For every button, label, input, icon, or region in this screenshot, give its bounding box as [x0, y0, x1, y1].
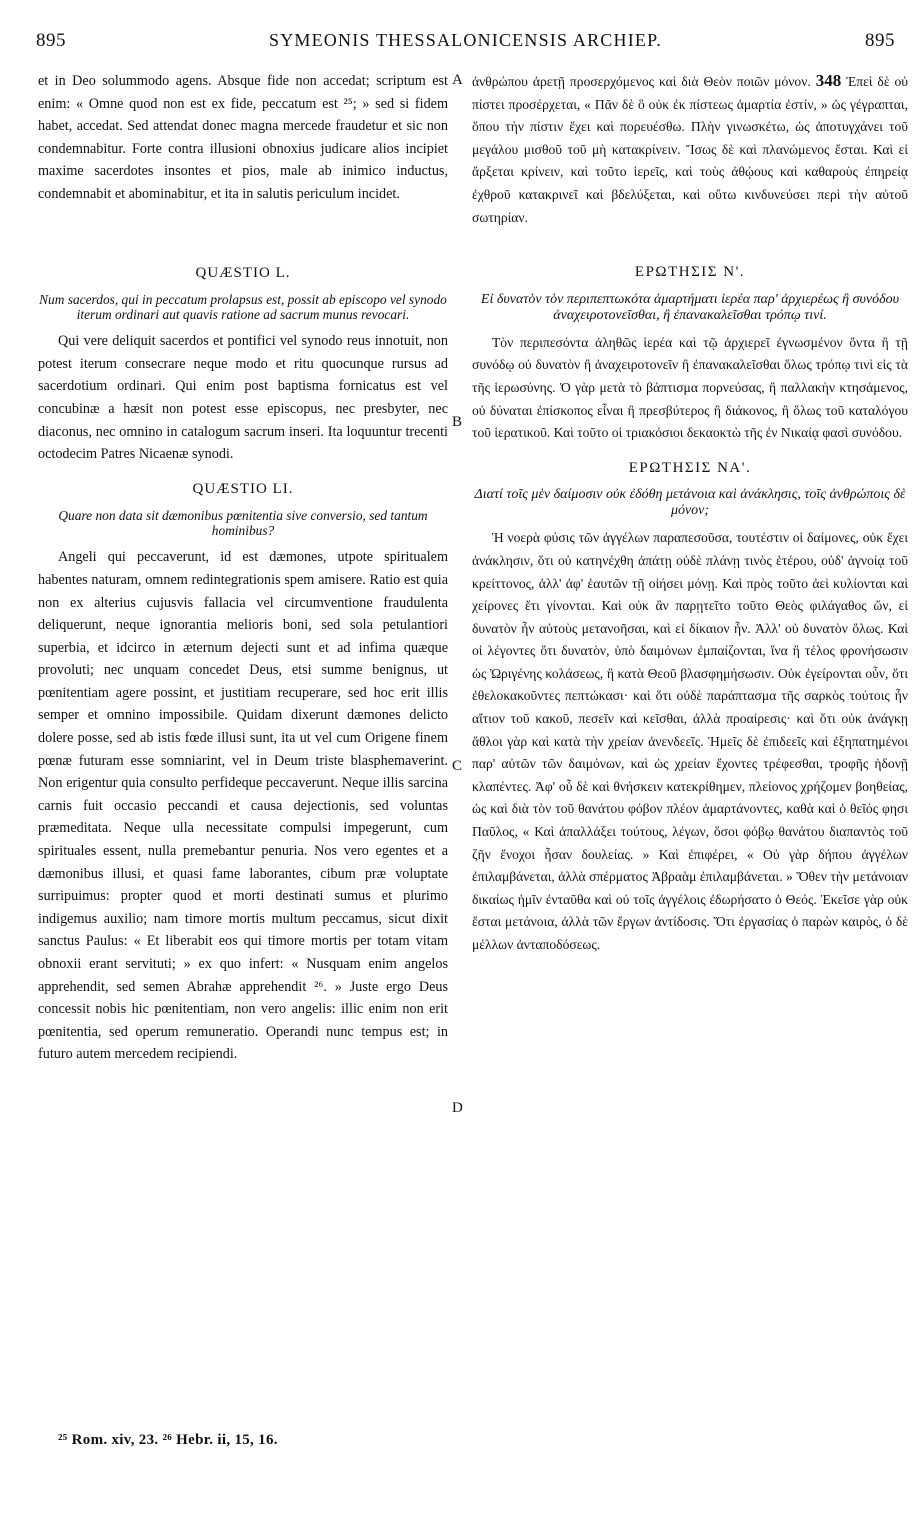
latin-question-50-title: Num sacerdos, qui in peccatum prolapsus est, possit ab episcopo vel synodo iterum ordinari aut quavis ratione ad sacrum munus revocari.	[39, 292, 447, 323]
margin-marker-a: A	[452, 72, 463, 88]
greek-question-50-title: Εἰ δυνατὸν τὸν περιπεπτωκότα ἁμαρτήματι ἱερέα παρ' ἀρχιερέως ἢ συνόδου ἀναχειροτονεῖσθαι, ἢ ἐπανακαλεῖσθαι τρόπῳ τινί.	[480, 291, 900, 323]
page-number-right: 895	[865, 30, 895, 51]
margin-marker-d: D	[452, 1100, 463, 1116]
latin-column	[38, 70, 448, 1066]
latin-question-50-answer: Qui vere deliquit sacerdos et pontifici vel synodo reus innotuit, non potest iterum consecrare neque modo et ritu quocunque rursus ad sacerdotium ordinari. Qui enim post baptisma fornicatus est vel concubinæ a hæsit non potest esse episcopus, nec presbyter, nec diaconus, nec omnino in catalogum sacrum inseri. Ita loquuntur trecenti octodecim Patres Nicaenæ synodi.	[38, 333, 448, 463]
latin-question-51-heading: QUÆSTIO LI.	[192, 480, 294, 497]
greek-intro-part-a: ἀνθρώπου ἀρετῇ προσερχόμενος καὶ διὰ Θεὸν ποιῶν μόνον.	[472, 74, 811, 89]
latin-question-51-answer: Angeli qui peccaverunt, id est dæmones, utpote spiritualem habentes naturam, omnem redintegrationis spem amisere. Ratio est quia non ex alterius cujusvis fallacia vel circumventione fraudulenta deliquerunt, neque ignorantia melioris boni, sed sola petulantiori superbia, et idcirco in æternum dejecti sunt et ad infima quæque provoluti; nec unquam concedet Deus, etsi summe benignus, ut pœnitentiam agere possint, et justitiam recuperare, sed hoc erit illis semper et omnino impossibile. Quidam dixerunt dæmones delicto dolere posse, sed ab istis fœde illusi sunt, ita ut vel cum Origene finem pœnæ futuram esse somniarint, vel in Deum triste blasphemaverint. Non erigentur quia consulto perfideque peccaverunt. Neque illis sarcina carnis fuit occasio peccandi et causa dejectionis, sed voluntas præmeditata. Neque ulla necessitate compulsi impegerunt, cum spirituales essent, nulla premebantur penuria. Nos vero egentes et a dæmonibus illusi, et quasi fame laborantes, cibum præ voluptate surripuimus: propter quod et morti destinati sumus et plurimo indigemus auxilio; nam timore mortis multum peccamus, sicut dixit sanctus Paulus: « Et liberabit eos qui timore mortis per totam vitam obnoxii erant servituti; » ex quo infert: « Nusquam enim angelos apprehendit, sed semen Abrahæ apprehendit ²⁶. » Juste ergo Deus concessit nobis hic pœnitentiam, non vero angelis: illic enim non erit pœnitentia, sed operum remuneratio. Operandi nunc tempus est; in futuro autem mercedem recipiendi.	[38, 549, 448, 1063]
running-title: SYMEONIS THESSALONICENSIS ARCHIEP.	[268, 30, 663, 50]
greek-question-51-answer: Ἡ νοερὰ φύσις τῶν ἀγγέλων παραπεσοῦσα, τουτέστιν οἱ δαίμονες, οὐκ ἔχει ἀνάκλησιν, ὅτι οὐ κατηνέχθη ἀπάτῃ οὐδὲ πλάνῃ τινὸς ἑτέρου, οὐδ' ἀγνοίᾳ τοῦ κρείττονος, ἀλλ' ἀφ' ἑαυτῶν τῇ οἰήσει μόνῃ. Καὶ πρὸς τοῦτο ἀεὶ κυλίονται καὶ χείρονες ἔτι γίνονται. Καὶ οὐκ ἂν παρῃτεῖτο τοῦτο Θεὸς φιλάγαθος ὤν, εἰ δυνατὸν ἦν αὐτοὺς μετανοῆσαι, καὶ εἰ δίκαιον ἦν. Ἀλλ' οὐ δυνατὸν ὅλως. Καὶ οἱ λέγοντες ὅτι δυνατὸν, ὑπὸ δαιμόνων ἐμπαίζονται, ἵνα ἢ τέλος φρονήσωσιν ὡς Ὠριγένης κολάσεως, ἢ κατὰ Θεοῦ βλασφημήσωσιν. Οὐκ ἐγείρονται οὖν, ὅτι ἐθελοκακοῦντες πεπτώκασι· καὶ ὅτι οὐδὲ παράπτασμα τῆς σαρκὸς τούτοις ἦν αἴτιον τοῦ κακοῦ, πεσεῖν καὶ κεῖσθαι, ἀλλὰ προαίρεσις· καὶ ὅτι οὐκ ἀνάγκῃ ἄθλοι γὰρ καὶ κατὰ τὴν χρείαν ἀνενδεεῖς. Ἡμεῖς δὲ ἐπιδεεῖς καὶ ἐξηπατημένοι παρ' αὐτῶν τῶν δαιμόνων, καὶ ὡς χρείαν ἔχοντες τρέφεσθαι, τροφῆς ἡδονῇ κλαπέντες. Ἀφ' οὗ δὲ καὶ θνήσκειν κατεκρίθημεν, πλείονος χρήζομεν βοηθείας, ὡς καὶ διὰ τὸν τοῦ θανάτου φόβον πλέον ἁμαρτάνοντες, καθὰ καὶ ὁ θεῖός φησι Παῦλος, « Καὶ ἀπαλλάξει τούτους, λέγων, ὅσοι φόβῳ θανάτου διαπαντὸς τοῦ ζῆν ἔνοχοι ἦσαν δουλείας. » Καὶ ἐπιφέρει, « Οὐ γὰρ δήπου ἀγγέλων ἐπιλαμβάνεται, ἀλλὰ σπέρματος Ἀβραὰμ ἐπιλαμβάνεται. » Ὅθεν τὴν μετάνοιαν δικαίως ἡμῖν ἐνταῦθα καὶ οὐ τοῖς ἀγγέλοις ἐδωρήσατο ὁ Θεός. Ἐκεῖσε γὰρ οὐκ ἔσται μετάνοια, ἀλλὰ τῶν ἔργων ἀντίδοσις. Ὅτι ἐργασίας ὁ παρὼν καιρὸς, ὁ δὲ μέλλων ἀνταποδόσεως.	[472, 530, 908, 952]
running-header	[36, 30, 895, 60]
greek-question-51-title: Διατί τοῖς μὲν δαίμοσιν οὐκ ἐδόθη μετάνοια καὶ ἀνάκλησις, τοῖς ἀνθρώποις δὲ μόνον;	[474, 487, 906, 519]
greek-column	[472, 70, 908, 957]
page-number-left: 895	[36, 30, 66, 51]
greek-question-50-answer: Τὸν περιπεσόντα ἀληθῶς ἱερέα καὶ τῷ ἀρχιερεῖ ἐγνωσμένον ὄντα ἢ τῇ συνόδῳ οὐ δυνατὸν ἢ ἀναχειροτονεῖν ἢ ἐπανακαλεῖσθαι ὅλως τρόπῳ τινὶ εἰς τὰ τῆς ἱερωσύνης. Ὁ γὰρ μετὰ τὸ βάπτισμα πορνεύσας, ἢ παλλακὴν κτησάμενος, οὐ δύναται ἐπίσκοπος εἶναι ἢ πρεσβύτερος ἢ διάκονος, ἢ ὅλως τοῦ καταλόγου τοῦ ἱερατικοῦ. Καὶ τοῦτο οἱ τριακόσιοι δεκαοκτὼ τῆς ἐν Νικαίᾳ φασὶ συνόδου.	[472, 334, 908, 441]
margin-marker-b: B	[452, 414, 463, 430]
greek-question-50-heading: ΕΡΩΤΗΣΙΣ Ν'.	[634, 264, 746, 281]
column-number: 348	[815, 71, 842, 90]
greek-intro-part-b: Ἐπεὶ δὲ οὐ πίστει προσέρχεται, « Πᾶν δὲ ὃ οὐκ ἐκ πίστεως ἁμαρτία ἐστίν, » ὡς γέγραπται, ὅπου τὴν πίστιν ἔχει καὶ πορευέσθω. Πλὴν γινωσκέτω, ὡς ἀποτυγχάνει τοῦ μεγάλου μισθοῦ τοῦ μὴ κατακρίνειν. Ἴσως δὲ καὶ πλανώμενος ἔσται. Καὶ εἰ ἄρξεται κρίνειν, καὶ τοῦτο ἱερεῖς, καὶ τοὺς ἀθῴους καὶ καθαροὺς ἐπηρείᾳ ἐχθροῦ κατακρινεῖ καὶ βδελύξεται, καὶ οὕτω κινδυνεύσει περὶ τὴν αὐτοῦ σωτηρίαν.	[472, 74, 908, 225]
footnotes: ²⁵ Rom. xiv, 23. ²⁶ Hebr. ii, 15, 16.	[58, 1432, 278, 1448]
margin-marker-c: C	[452, 758, 463, 774]
latin-question-50-heading: QUÆSTIO L.	[195, 264, 291, 281]
greek-question-51-heading: ΕΡΩΤΗΣΙΣ ΝΑ'.	[628, 459, 752, 476]
latin-intro-paragraph: et in Deo solummodo agens. Absque fide non accedat; scriptum est enim: « Omne quod non est ex fide, peccatum est ²⁵; » sed si fidem habet, accedat. Sed attendat donec magna mercede fraudetur et sic non condemnabitur. Forte contra illusioni obnoxius judicare alios incipiet maxime sacerdotes insontes et pios, male ab inimico inductus, condemnabit et abominabitur, et ita in salutis periculum incidet.	[38, 73, 448, 202]
latin-question-51-title: Quare non data sit dæmonibus pœnitentia sive conversio, sed tantum hominibus?	[58, 508, 428, 539]
